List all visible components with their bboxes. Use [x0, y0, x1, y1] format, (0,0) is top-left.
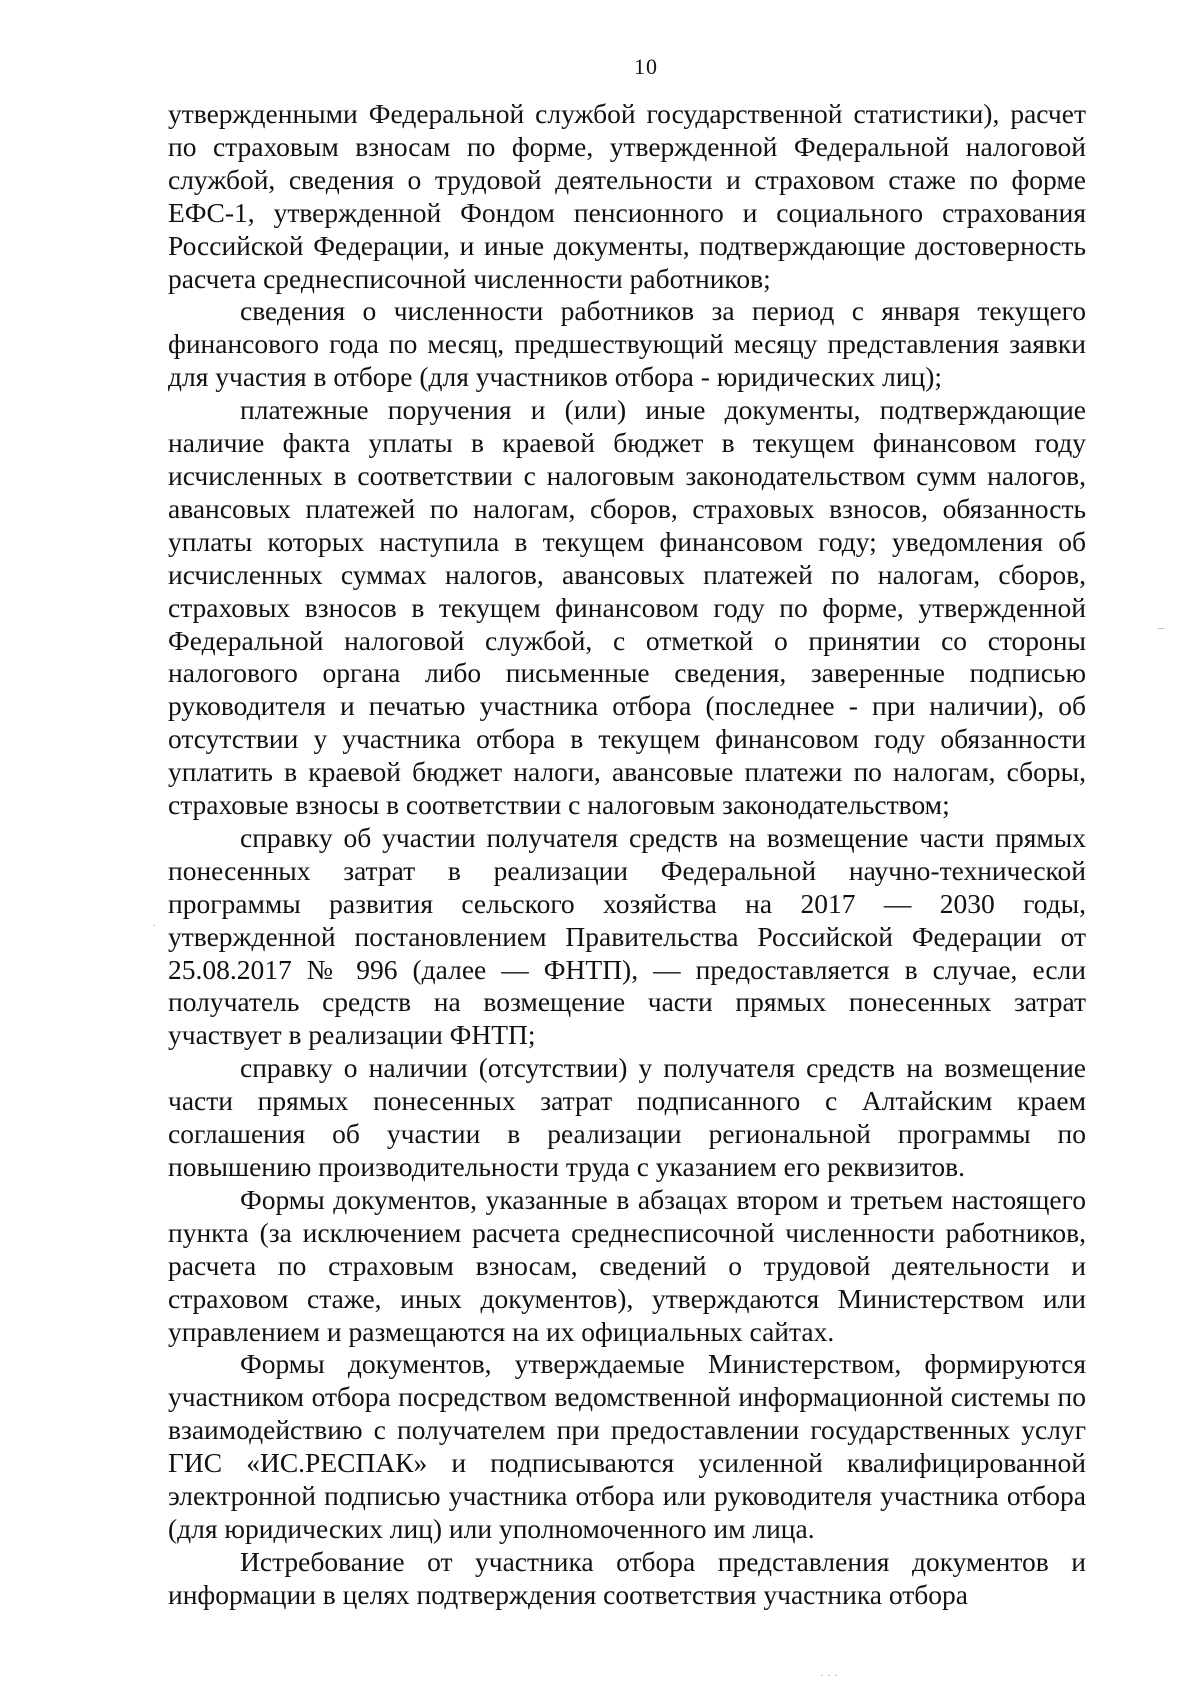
paragraph-payment-orders: платежные поручения и (или) иные документы, подтверждающие наличие факта уплаты в краевой бюджет в текущем финансовом году исчисленных в соответствии с налоговым законодательством сумм налогов, авансовых платежей по налогам, сборов, страховых взносов, обязанность уплаты которых наступила в текущем финансовом году; уведомления об исчисленных суммах налогов, авансовых платежей по налогам, сборов, страховых взносов в текущем финансовом году по форме, утвержденной Федеральной налоговой службой, с отметкой о принятии со стороны налогового органа либо письменные сведения, заверенные подписью руководителя и печатью участника отбора (последнее - при наличии), об отсутствии у участника отбора в текущем финансовом году обязанности уплатить в краевой бюджет налоги, авансовые платежи по налогам, сборы, страховые взносы в соответствии с налоговым законодательством; [168, 394, 1086, 821]
paragraph-document-forms: Формы документов, указанные в абзацах втором и третьем настоящего пункта (за исключением расчета среднесписочной численности работников, расчета по страховым взносам, сведений о трудовой деятельности и страховом стаже, иных документов), утверждаются Министерством или управлением и размещаются на их официальных сайтах. [168, 1183, 1086, 1347]
document-body [168, 98, 1086, 1612]
paragraph-demand-documents: Истребование от участника отбора представления документов и информации в целях подтверждения соответствия участника отбора [168, 1545, 1086, 1610]
paragraph-headcount-info: сведения о численности работников за период с января текущего финансового года по месяц, предшествующий месяцу представления заявки для участия в отборе (для участников отбора - юридических лиц); [168, 295, 1086, 393]
paragraph-fntp-certificate: справку об участии получателя средств на возмещение части прямых понесенных затрат в реализации Федеральной научно-технической программы развития сельского хозяйства на 2017 — 2030 годы, утвержденной постановлением Правительства Российской Федерации от 25.08.2017 № 996 (далее — ФНТП), — предоставляется в случае, если получатель средств на возмещение части прямых понесенных затрат участвует в реализации ФНТП; [168, 821, 1086, 1051]
paragraph-agreement-certificate: справку о наличии (отсутствии) у получателя средств на возмещение части прямых понесенных затрат подписанного с Алтайским краем соглашения об участии в реализации региональной программы по повышению производительности труда с указанием его реквизитов. [168, 1052, 1086, 1182]
paragraph-continuation: утвержденными Федеральной службой государственной статистики), расчет по страховым взносам по форме, утвержденной Федеральной налоговой службой, сведения о трудовой деятельности и страховом стаже по форме ЕФС-1, утвержденной Фондом пенсионного и социального страхования Российской Федерации, и иные документы, подтверждающие достоверность расчета среднесписочной численности работников; [168, 98, 1086, 294]
scan-speck: · [152, 918, 156, 932]
scan-speck: – [1158, 620, 1164, 634]
scan-speck: · · · [820, 1668, 838, 1682]
paragraph-ministry-forms: Формы документов, утверждаемые Министерством, формируются участником отбора посредством ведомственной информационной системы по взаимодействию с получателем при предоставлении государственных услуг ГИС «ИС.РЕСПАК» и подписываются усиленной квалифицированной электронной подписью участника отбора или руководителя участника отбора (для юридических лиц) или уполномоченного им лица. [168, 1348, 1086, 1544]
page-number: 10 [634, 54, 658, 79]
